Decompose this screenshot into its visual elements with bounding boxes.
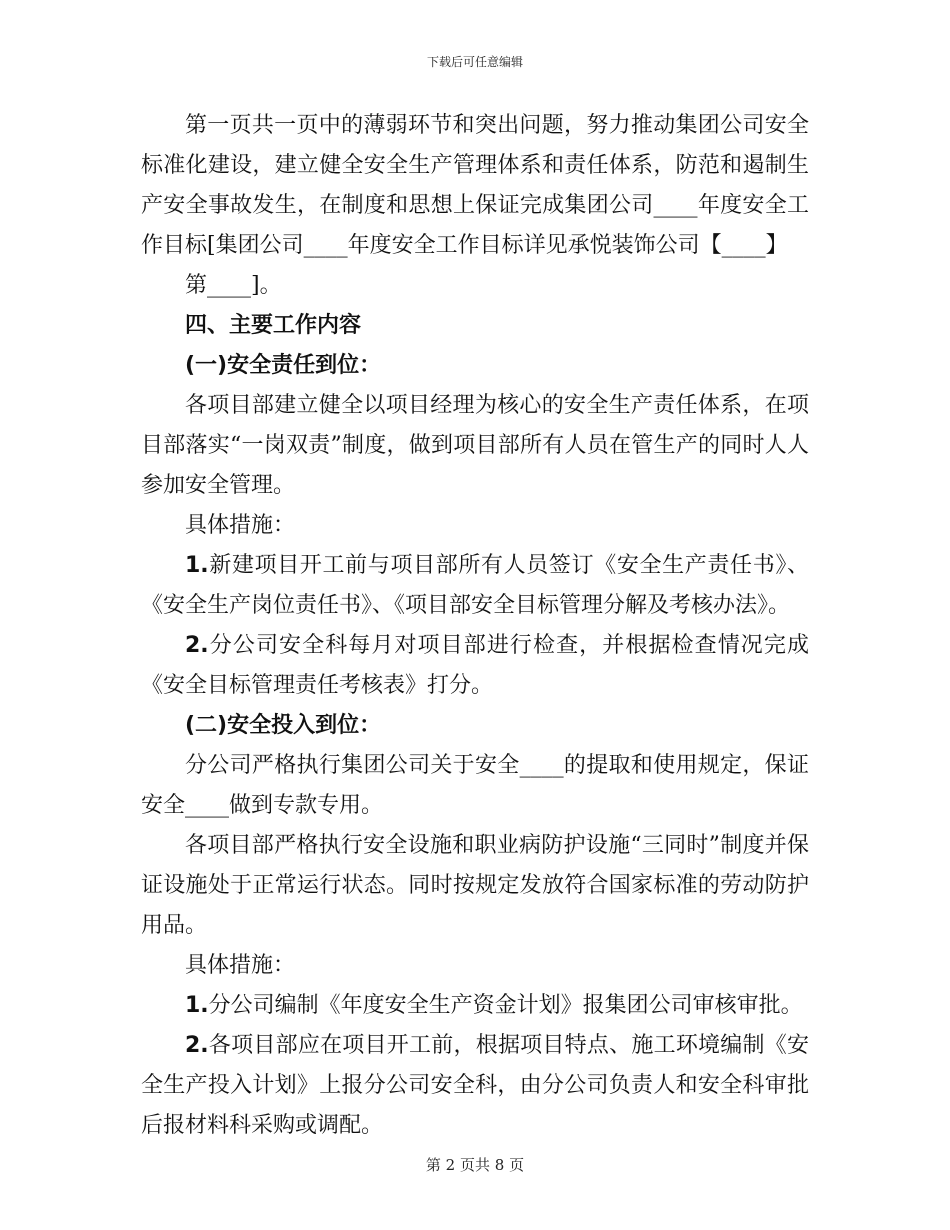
subsection-heading-investment: (二)安全投入到位：: [185, 713, 382, 738]
section-heading-main-work: 四、主要工作内容: [185, 313, 362, 338]
measure-number: 2.: [185, 1033, 209, 1058]
measures-label-1: 具体措施：: [185, 513, 296, 538]
measure-text: 分公司编制《年度安全生产资金计划》报集团公司审核审批。: [208, 993, 803, 1018]
measure-item: [141, 986, 809, 1026]
paragraph-intro: 第一页共一页中的薄弱环节和突出问题，努力推动集团公司安全标准化建设，建立健全安全生产管理体系和责任体系，防范和遏制生产安全事故发生，在制度和思想上保证完成集团公司____年度安全工作目标[集团公司____年度安全工作目标详见承悦装饰公司【____】: [141, 113, 809, 258]
paragraph-three-simultaneous: 各项目部严格执行安全设施和职业病防护设施“三同时”制度并保证设施处于正常运行状态。同时按规定发放符合国家标准的劳动防护用品。: [141, 833, 809, 938]
measure-item: [141, 1026, 809, 1146]
measure-text: 分公司安全科每月对项目部进行检查，并根据检查情况完成《安全目标管理责任考核表》打分。: [141, 633, 809, 698]
paragraph-investment: 分公司严格执行集团公司关于安全____的提取和使用规定，保证安全____做到专款专用。: [141, 753, 809, 818]
measures-label-2: 具体措施：: [185, 953, 296, 978]
page-footer: 第 2 页共 8 页: [425, 1156, 525, 1174]
measure-text: 新建项目开工前与项目部所有人员签订《安全生产责任书》、《安全生产岗位责任书》、《项目部安全目标管理分解及考核办法》。: [141, 553, 809, 618]
measure-text: 各项目部应在项目开工前，根据项目特点、施工环境编制《安全生产投入计划》上报分公司安全科，由分公司负责人和安全科审批后报材料科采购或调配。: [141, 1033, 809, 1138]
measure-number: 1.: [185, 993, 209, 1018]
measure-number: 2.: [185, 633, 209, 658]
document-body: [141, 106, 809, 1146]
paragraph-responsibility: 各项目部建立健全以项目经理为核心的安全生产责任体系，在项目部落实“一岗双责”制度，做到项目部所有人员在管生产的同时人人参加安全管理。: [141, 393, 809, 498]
page-header: 下载后可任意编辑: [426, 55, 523, 69]
paragraph-reference: 第____]。: [185, 273, 282, 298]
subsection-heading-responsibility: (一)安全责任到位：: [185, 353, 382, 378]
measure-item: [141, 546, 809, 626]
measure-item: [141, 626, 809, 706]
measure-number: 1.: [185, 553, 209, 578]
